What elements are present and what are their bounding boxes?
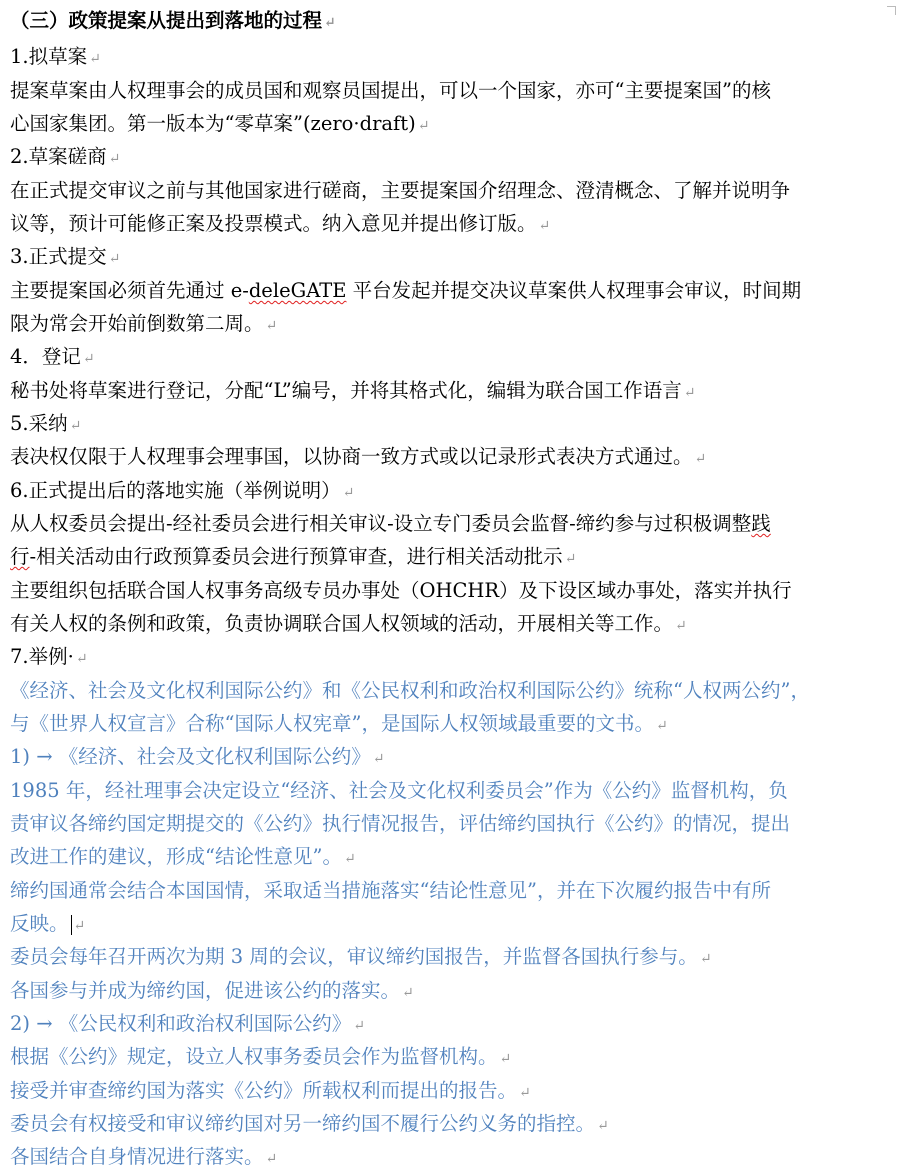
example-line[interactable] (10, 676, 810, 708)
paragraph-mark: ↵ (564, 551, 577, 567)
text: 1985 年，经社理事会决定设立“经济、社会及文化权利委员会”作为《公约》监督机构，负 (10, 779, 788, 802)
paragraph-mark: ↵ (683, 385, 696, 401)
example-line[interactable] (10, 776, 788, 808)
paragraph-mark: ↵ (265, 1151, 278, 1167)
paragraph-mark: ↵ (499, 1051, 512, 1067)
text: 2) → 《公民权利和政治权利国际公约》 (10, 1012, 352, 1035)
paragraph-line[interactable] (10, 276, 801, 308)
paragraph-mark: ↵ (402, 985, 414, 1001)
example-line[interactable] (10, 942, 712, 974)
text: 议等，预计可能修正案及投票模式。纳入意见并提出修订版。 (10, 212, 537, 235)
paragraph-mark: ↵ (108, 251, 121, 267)
text: 责审议各缔约国定期提交的《公约》执行情况报告，评估缔约国执行《公约》的情况，提出 (10, 812, 791, 835)
step-heading[interactable] (10, 476, 354, 508)
text: 主要组织包括联合国人权事务高级专员办事处（OHCHR）及下设区域办事处，落实并执行 (10, 579, 792, 602)
example-line[interactable] (10, 909, 85, 941)
text: 5.采纳 (10, 412, 68, 435)
paragraph-line[interactable] (10, 176, 790, 208)
paragraph-line[interactable] (10, 609, 687, 641)
paragraph-mark: ↵ (372, 751, 385, 767)
paragraph-line[interactable] (10, 576, 792, 608)
text: 有关人权的条例和政策，负责协调联合国人权领域的活动，开展相关等工作。 (10, 612, 674, 635)
text: 限为常会开始前倒数第二周。 (10, 312, 264, 335)
paragraph-mark: ↵ (675, 618, 687, 634)
text: 1.拟草案 (10, 45, 88, 68)
example-line[interactable] (10, 1142, 277, 1174)
step-heading[interactable] (10, 409, 81, 441)
paragraph-mark: ↵ (342, 485, 355, 501)
paragraph-mark: ↵ (108, 151, 121, 167)
spellcheck-flagged-word[interactable]: 践 (751, 512, 771, 535)
text: 与《世界人权宣言》合称“国际人权宪章”，是国际人权领域最重要的文书。 (10, 712, 654, 735)
text: 表决权仅限于人权理事会理事国，以协商一致方式或以记录形式表决方式通过。 (10, 445, 693, 468)
example-line[interactable] (10, 842, 356, 874)
step-heading[interactable] (10, 42, 101, 74)
step-heading[interactable] (10, 342, 95, 374)
paragraph-mark: ↵ (655, 718, 668, 734)
example-line[interactable] (10, 876, 771, 908)
paragraph-mark: ↵ (519, 1085, 531, 1101)
text: （三）政策提案从提出到落地的过程 (10, 9, 323, 32)
example-line[interactable] (10, 1109, 609, 1141)
text: 接受并审查缔约国为落实《公约》所载权利而提出的报告。 (10, 1079, 518, 1102)
example-line[interactable] (10, 976, 414, 1008)
example-line[interactable] (10, 1042, 511, 1074)
example-subheading[interactable] (10, 742, 385, 774)
example-line[interactable] (10, 1076, 531, 1108)
text: 反映。 (10, 912, 69, 935)
text: 提案草案由人权理事会的成员国和观察员国提出，可以一个国家，亦可“主要提案国”的核 (10, 79, 771, 102)
step-heading[interactable] (10, 642, 88, 674)
paragraph-mark: ↵ (694, 451, 707, 467)
text: -相关活动由行政预算委员会进行预算审查，进行相关活动批示 (29, 545, 563, 568)
text: 委员会有权接受和审议缔约国对另一缔约国不履行公约义务的指控。 (10, 1112, 596, 1135)
section-title[interactable] (10, 6, 336, 38)
text: 4．登记 (10, 345, 81, 368)
text: 1) → 《经济、社会及文化权利国际公约》 (10, 745, 371, 768)
text: 各国结合自身情况进行落实。 (10, 1145, 264, 1168)
text: 7.举例· (10, 645, 74, 668)
text: 各国参与并成为缔约国，促进该公约的落实。 (10, 979, 401, 1002)
spellcheck-flagged-word[interactable]: deleGATE (248, 279, 347, 302)
paragraph-line[interactable] (10, 76, 771, 108)
step-heading[interactable] (10, 142, 120, 174)
paragraph-mark: ↵ (538, 218, 551, 234)
paragraph-line[interactable] (10, 309, 277, 341)
text-cursor (71, 915, 72, 935)
paragraph-mark: ↵ (417, 118, 430, 134)
example-line[interactable] (10, 709, 668, 741)
paragraph-line[interactable] (10, 209, 550, 241)
text: 主要提案国必须首先通过 e- (10, 279, 249, 302)
text: 从人权委员会提出-经社委员会进行相关审议-设立专门委员会监督-缔约参与过积极调整 (10, 512, 752, 535)
text: 改进工作的建议，形成“结论性意见”。 (10, 845, 342, 868)
paragraph-mark: ↵ (69, 418, 82, 434)
paragraph-mark: ↵ (265, 318, 278, 334)
text: 2.草案磋商 (10, 145, 107, 168)
text: 平台发起并提交决议草案供人权理事会审议，时间期 (346, 279, 802, 302)
paragraph-mark: ↵ (324, 15, 336, 31)
paragraph-mark: ↵ (73, 918, 86, 934)
text: 缔约国通常会结合本国国情，采取适当措施落实“结论性意见”，并在下次履约报告中有所 (10, 879, 771, 902)
paragraph-mark: ↵ (353, 1018, 365, 1034)
text: 委员会每年召开两次为期 3 周的会议，审议缔约国报告，并监督各国执行参与。 (10, 945, 698, 968)
paragraph-mark: ↵ (597, 1118, 609, 1134)
paragraph-mark: ↵ (699, 951, 712, 967)
paragraph-mark: ↵ (75, 651, 88, 667)
paragraph-mark: ↵ (89, 51, 101, 67)
paragraph-line[interactable] (10, 509, 771, 541)
paragraph-line[interactable] (10, 442, 706, 474)
example-subheading[interactable] (10, 1009, 365, 1041)
text: 秘书处将草案进行登记，分配“L”编号，并将其格式化，编辑为联合国工作语言 (10, 379, 682, 402)
text: 心国家集团。第一版本为“零草案”(zero·draft) (10, 112, 416, 135)
page-corner-marker (887, 6, 896, 15)
text: 6.正式提出后的落地实施（举例说明） (10, 479, 341, 502)
text: 在正式提交审议之前与其他国家进行磋商，主要提案国介绍理念、澄清概念、了解并说明争 (10, 179, 791, 202)
step-heading[interactable] (10, 242, 120, 274)
spellcheck-flagged-word[interactable]: 行 (10, 545, 30, 568)
paragraph-line[interactable] (10, 109, 429, 141)
paragraph-line[interactable] (10, 542, 576, 574)
text: 根据《公约》规定，设立人权事务委员会作为监督机构。 (10, 1045, 498, 1068)
text: 《经济、社会及文化权利国际公约》和《公民权利和政治权利国际公约》统称“人权两公约”， (10, 679, 810, 702)
paragraph-mark: ↵ (343, 851, 356, 867)
text: 3.正式提交 (10, 245, 107, 268)
paragraph-mark: ↵ (82, 351, 95, 367)
example-line[interactable] (10, 809, 790, 841)
paragraph-line[interactable] (10, 376, 695, 408)
